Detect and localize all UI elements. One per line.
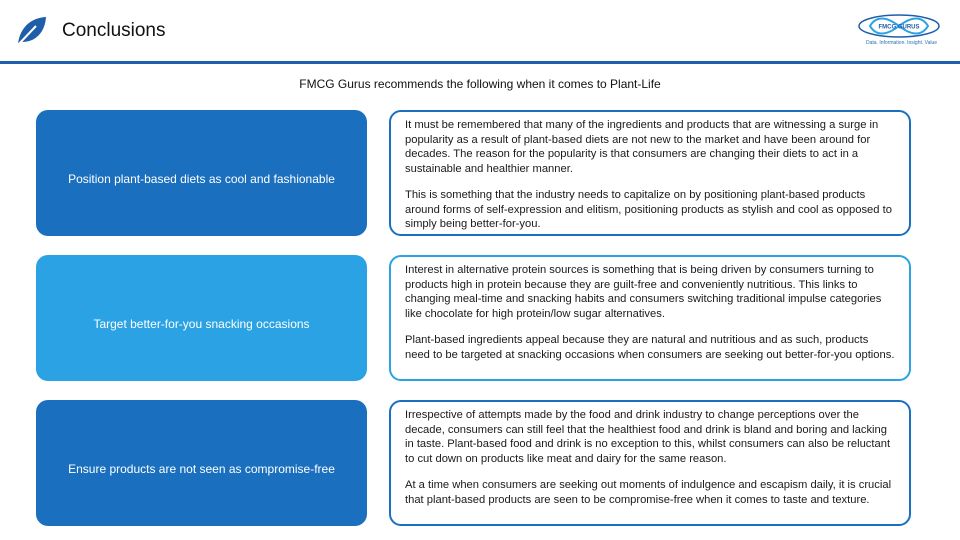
explanation-paragraph: Plant-based ingredients appeal because they are natural and nutritious and as such, products need to be targeted at snacking occasions when consumers are seeking out better-for-you options. xyxy=(405,334,895,361)
explanation-paragraph: Irrespective of attempts made by the food and drink industry to change perceptions over the decade, consumers can still feel that the healthiest food and drink is bland and boring and lacking in taste. Plant-based food and drink is no exception to this, whilst consumers can also be reluctant to cut down on products like meat and dairy for the same reason. xyxy=(405,409,891,465)
recommendation-label: Target better-for-you snacking occasions xyxy=(93,317,310,331)
leaf-icon xyxy=(14,14,48,48)
recommendation-label: Ensure products are not seen as compromise-free xyxy=(68,462,335,476)
explanation-box-3 xyxy=(389,400,911,526)
logo-tagline: Data. Information. Insight. Value xyxy=(866,40,938,46)
svg-text:FMCG GURUS: FMCG GURUS xyxy=(878,24,920,31)
header-divider xyxy=(0,61,960,64)
section-subtitle: FMCG Gurus recommends the following when it comes to Plant-Life xyxy=(299,77,661,91)
explanation-paragraph: This is something that the industry needs to capitalize on by positioning plant-based products around forms of self-expression and elitism, positioning products as stylish and cool as opposed to simply being better-for-you. xyxy=(405,189,892,230)
page-title: Conclusions xyxy=(62,20,166,41)
fmcg-gurus-logo xyxy=(856,12,942,52)
explanation-box-2 xyxy=(389,255,911,381)
recommendation-box-1 xyxy=(36,110,367,236)
recommendation-box-2 xyxy=(36,255,367,381)
explanation-paragraph: It must be remembered that many of the ingredients and products that are witnessing a surge in popularity as a result of plant-based diets are not new to the market and have been around for decades. The reason for the popularity is that consumers are changing their diets to act in a sustainable and healthier manner. xyxy=(405,119,879,175)
recommendation-box-3 xyxy=(36,400,367,526)
recommendation-label: Position plant-based diets as cool and fashionable xyxy=(68,172,335,186)
explanation-paragraph: At a time when consumers are seeking out moments of indulgence and escapism daily, it is crucial that plant-based products are seen to be compromise-free when it comes to taste and texture. xyxy=(405,479,892,506)
explanation-box-1 xyxy=(389,110,911,236)
explanation-paragraph: Interest in alternative protein sources is something that is being driven by consumers turning to products high in protein because they are guilt-free and conveniently nutritious. This links to changing meal-time and snacking habits and consumers switching traditional impulse categories like chocolate for high protein/low sugar alternatives. xyxy=(405,264,882,320)
